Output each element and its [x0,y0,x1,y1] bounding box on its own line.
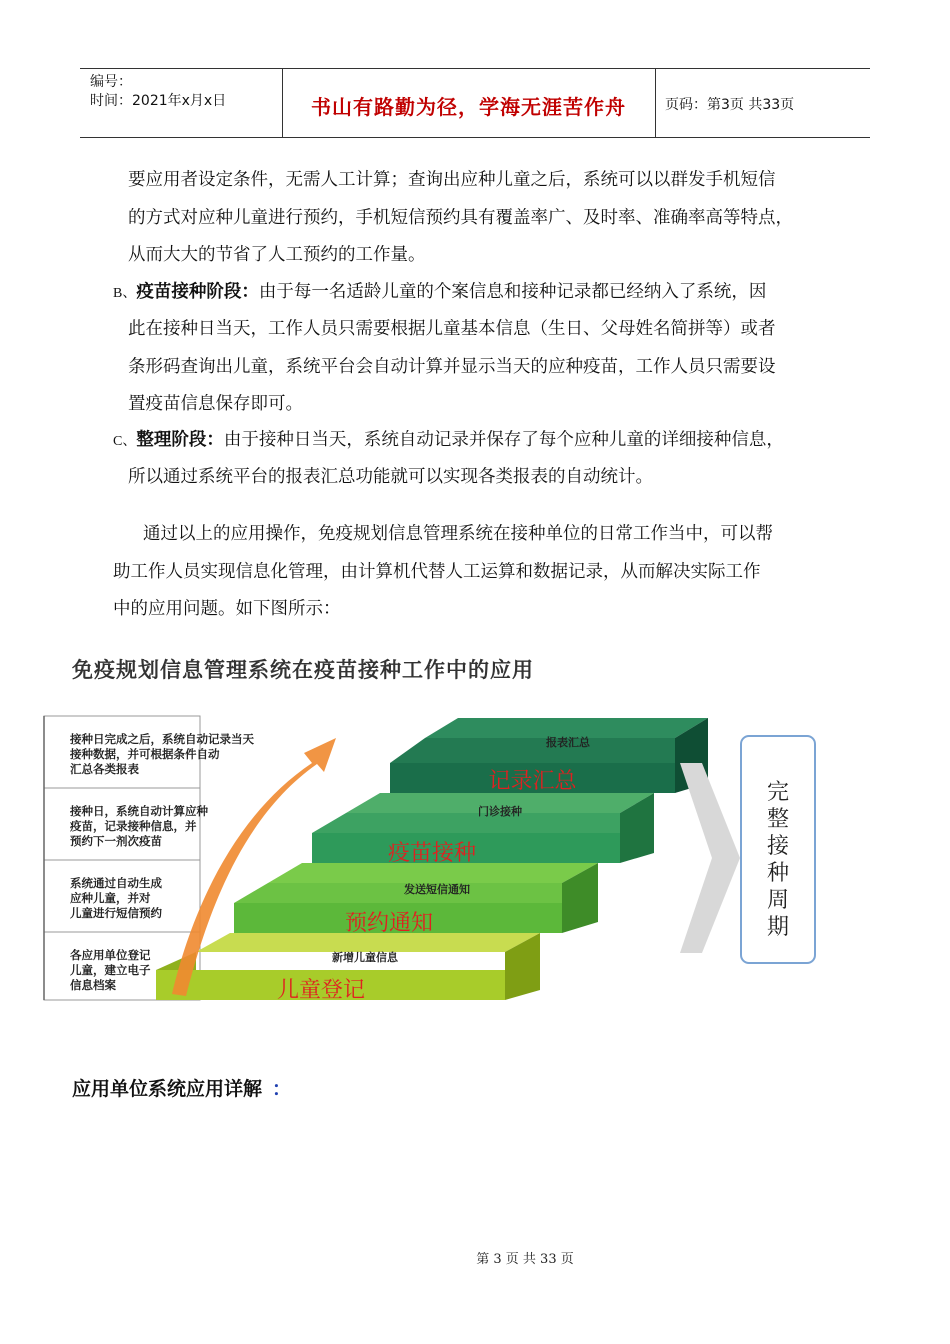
left-label-2: 接种日，系统自动计算应种 疫苗，记录接种信息，并 预约下一剂次疫苗 [70,804,208,848]
header-motto-cell [282,69,656,137]
complete-cycle-box [740,735,816,964]
item-c-first-line [113,428,784,454]
step-4-front-label: 儿童登记 [276,978,365,1003]
left-label-1: 接种日完成之后，系统自动记录当天 接种数据，并可根据条件自动 汇总各类报表 [70,732,254,776]
section-colon: ： [272,1078,292,1100]
step-3-top-label: 发送短信通知 [404,883,470,896]
header-page-info: 页码：第3页 共33页 [665,97,795,113]
cycle-char: 种 [766,861,789,886]
paragraph-line: 此在接种日当天，工作人员只需要根据儿童基本信息（生日、父母姓名简拼等）或者 [128,319,776,339]
paragraph-line: 从而大大的节省了人工预约的工作量。 [128,245,426,265]
header-motto: 书山有路勤为径，学海无涯苦作舟 [311,95,626,119]
page-footer: 第 3 页 共 33 页 [476,1252,574,1267]
paragraph-line: 助工作人员实现信息化管理，由计算机代替人工运算和数据记录，从而解决实际工作 [113,562,761,582]
doc-time-label: 时间：2021年x月x日 [90,93,227,109]
step-3-front-label: 预约通知 [344,911,433,936]
page-header [80,68,870,138]
paragraph-line: 通过以上的应用操作，免疫规划信息管理系统在接种单位的日常工作当中，可以帮 [143,524,773,544]
paragraph-line: 条形码查询出儿童，系统平台会自动计算并显示当天的应种疫苗，工作人员只需要设 [128,357,776,377]
item-b-marker: B、 [113,286,137,301]
header-page-cell [655,69,870,137]
item-c-text: 由于接种日当天，系统自动记录并保存了每个应种儿童的详细接种信息， [223,430,784,450]
step-2-top-label: 门诊接种 [478,805,522,818]
step-4-top-label: 新增儿童信息 [332,951,398,964]
cycle-char: 接 [766,834,789,859]
item-c-title: 整理阶段： [136,430,224,450]
step-2-front-label: 疫苗接种 [387,841,476,866]
figure-title: 免疫规划信息管理系统在疫苗接种工作中的应用 [72,658,534,682]
paragraph-line: 要应用者设定条件，无需人工计算；查询出应种儿童之后，系统可以以群发手机短信 [128,170,776,190]
chevron-arrow [680,763,740,953]
cycle-char: 完 [766,780,789,805]
item-b-text: 由于每一名适龄儿童的个案信息和接种记录都已经纳入了系统，因 [258,282,767,302]
step-1-front-label: 记录汇总 [488,769,577,794]
section-heading [72,1074,291,1101]
paragraph-line: 所以通过系统平台的报表汇总功能就可以实现各类报表的自动统计。 [128,467,653,487]
item-b-title: 疫苗接种阶段： [136,282,259,302]
cycle-char: 周 [766,888,789,913]
cycle-char: 整 [766,807,789,832]
item-b-first-line [113,280,766,306]
paragraph-line: 中的应用问题。如下图所示： [113,599,341,619]
header-meta-cell [80,69,283,137]
left-label-3: 系统通过自动生成 应种儿童，并对 儿童进行短信预约 [70,876,162,920]
item-c-marker: C、 [113,434,137,449]
paragraph-line: 的方式对应种儿童进行预约，手机短信预约具有覆盖率广、及时率、准确率高等特点， [128,208,793,228]
step-1-top-label: 报表汇总 [546,736,590,749]
left-label-4: 各应用单位登记 儿童，建立电子 信息档案 [70,948,151,992]
doc-code-label: 编号： [90,74,132,90]
paragraph-line: 置疫苗信息保存即可。 [128,394,303,414]
section-title: 应用单位系统应用详解 [72,1078,263,1100]
staircase-figure [40,708,830,1008]
cycle-char: 期 [766,915,789,940]
